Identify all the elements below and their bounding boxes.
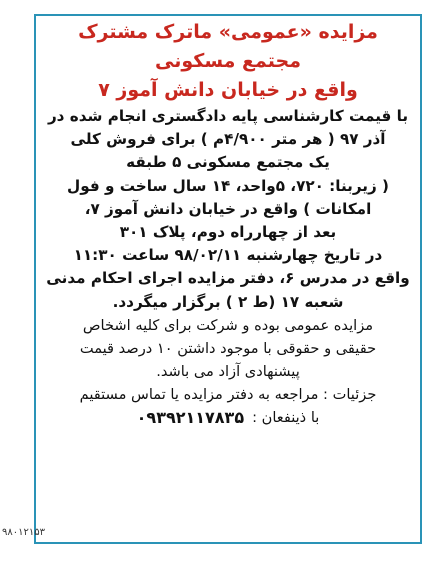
contact-line <box>36 406 420 429</box>
notice-body-line: واقع در مدرس ۶، دفتر مزایده اجرای احکام مدنی <box>46 269 410 288</box>
ad-code: ۹۸۰۱۲۱۵۳ <box>2 527 45 538</box>
notice-body-line: در تاریخ چهارشنبه ۹۸/۰۲/۱۱ ساعت ۱۱:۳۰ <box>73 246 383 265</box>
notice-terms-line: مزایده عمومی بوده و شرکت برای کلیه اشخاص <box>82 316 374 334</box>
notice-body-line: شعبه ۱۷ (ط ۲ ) برگزار میگردد. <box>112 292 344 311</box>
auction-notice <box>34 14 422 544</box>
notice-body-line: با قیمت کارشناسی پایه دادگستری انجام شده در <box>47 107 409 125</box>
contact-label: با ذینفعان : <box>252 408 320 426</box>
notice-body-line: امکانات ) واقع در خیابان دانش آموز ۷، <box>84 199 372 218</box>
notice-body-line: یک مجتمع مسکونی ۵ طبقه <box>126 153 330 172</box>
notice-body-line: بعد از چهارراه دوم، پلاک ۳۰۱ <box>119 223 337 242</box>
notice-body-line: ( زیربنا: ۷۲۰، ۵واحد، ۱۴ سال ساخت و فول <box>67 176 389 195</box>
notice-terms-line: پیشنهادی آزاد می باشد. <box>156 362 300 380</box>
notice-details-line: جزئیات : مراجعه به دفتر مزایده یا تماس مستقیم <box>79 385 377 403</box>
notice-title-line: واقع در خیابان دانش آموز ۷ <box>98 79 358 101</box>
notice-terms-line: حقیقی و حقوقی با موجود داشتن ۱۰ درصد قیمت <box>79 339 377 357</box>
notice-title-line: مجتمع مسکونی <box>155 50 301 72</box>
phone-number: ۰۹۳۹۲۱۱۷۸۳۵ <box>136 407 245 427</box>
notice-title-line: مزایده «عمومی» ماترک مشترک <box>78 21 378 43</box>
notice-body-line: آذر ۹۷ ( هر متر ۴/۹۰۰م ) برای فروش کلی <box>70 130 386 149</box>
